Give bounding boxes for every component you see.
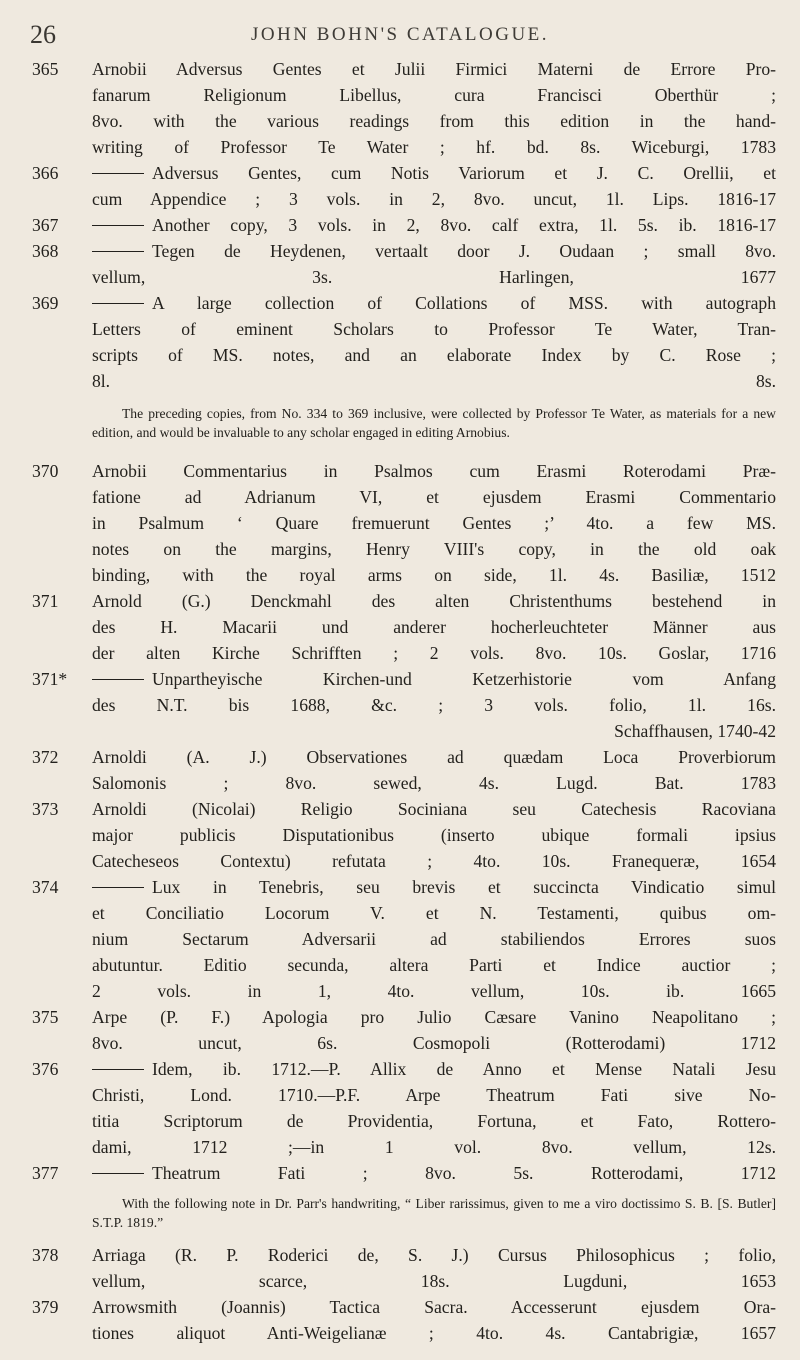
entry-line: Arnoldi (A. J.) Observationes ad quædam Loca Proverbiorum [92, 747, 776, 767]
entry-line: 8vo. with the various readings from this edition in the hand- [92, 111, 776, 131]
entry-number: 366 [32, 163, 59, 183]
catalogue-entry [32, 56, 776, 160]
entry-line: abutuntur. Editio secunda, altera Parti et Indice auctior ; [92, 955, 776, 975]
catalogue-entry [32, 1242, 776, 1294]
entry-line: fanarum Religionum Libellus, cura Francisci Oberthür ; [92, 85, 776, 105]
entry-number: 376 [32, 1059, 59, 1079]
ditto-dash [92, 887, 144, 888]
entry-line: titia Scriptorum de Providentia, Fortuna, et Fato, Rottero- [92, 1111, 776, 1131]
catalogue-entry [32, 588, 776, 666]
catalogue-entry [32, 1004, 776, 1056]
entry-line: major publicis Disputationibus (inserto ubique formali ipsius [92, 825, 776, 845]
entry-line: des N.T. bis 1688, &c. ; 3 vols. folio, 1l. 16s. [92, 695, 776, 715]
entry-number: 367 [32, 215, 59, 235]
page-header [30, 16, 770, 54]
entry-number: 374 [32, 877, 59, 897]
entry-line: Arnobii Commentarius in Psalmos cum Erasmi Roterodami Præ- [92, 461, 776, 481]
entry-number: 365 [32, 59, 59, 79]
entry-line: binding, with the royal arms on side, 1l. 4s. Basiliæ, 1512 [92, 565, 776, 585]
entry-line: nium Sectarum Adversarii ad stabiliendos Errores suos [92, 929, 776, 949]
entry-number: 375 [32, 1007, 59, 1027]
entry-line: Arnobii Adversus Gentes et Julii Firmici Materni de Errore Pro- [92, 59, 776, 79]
catalogue-entry [32, 212, 776, 238]
entry-line: Arnold (G.) Denckmahl des alten Christenthums bestehend in [92, 591, 776, 611]
ditto-dash [92, 251, 144, 252]
entry-line: Tegen de Heydenen, vertaalt door J. Oudaan ; small 8vo. [92, 238, 776, 264]
entry-line: Adversus Gentes, cum Notis Variorum et J. C. Orellii, et [92, 160, 776, 186]
entry-note: With the following note in Dr. Parr's handwriting, “ Liber rarissimus, given to me a viro doctissimo S. B. [S. Butler] S.T.P. 1819.” [92, 1196, 776, 1230]
entry-number: 368 [32, 241, 59, 261]
entry-line: der alten Kirche Schrifften ; 2 vols. 8vo. 10s. Goslar, 1716 [92, 643, 776, 663]
entry-line: cum Appendice ; 3 vols. in 2, 8vo. uncut, 1l. Lips. 1816-17 [92, 189, 776, 209]
ditto-dash [92, 1069, 144, 1070]
entry-line: Arrowsmith (Joannis) Tactica Sacra. Accesserunt ejusdem Ora- [92, 1297, 776, 1317]
entry-line: Unpartheyische Kirchen-und Ketzerhistorie vom Anfang [92, 666, 776, 692]
catalogue-entry [32, 666, 776, 744]
entry-line: Idem, ib. 1712.—P. Allix de Anno et Mense Natali Jesu [92, 1056, 776, 1082]
entry-number: 372 [32, 747, 59, 767]
entry-line: tiones aliquot Anti-Weigelianæ ; 4to. 4s. Cantabrigiæ, 1657 [92, 1323, 776, 1343]
page-number: 26 [30, 20, 56, 49]
entry-number: 371 [32, 591, 59, 611]
catalogue-body [32, 56, 776, 1346]
entry-line: Christi, Lond. 1710.—P.F. Arpe Theatrum Fati sive No- [92, 1085, 776, 1105]
catalogue-entry [32, 796, 776, 874]
entry-line: Another copy, 3 vols. in 2, 8vo. calf extra, 1l. 5s. ib. 1816-17 [92, 212, 776, 238]
entry-line: des H. Macarii und anderer hocherleuchteter Männer aus [92, 617, 776, 637]
entry-line: Arriaga (R. P. Roderici de, S. J.) Cursus Philosophicus ; folio, [92, 1245, 776, 1265]
entry-line: Arpe (P. F.) Apologia pro Julio Cæsare Vanino Neapolitano ; [92, 1007, 776, 1027]
entry-number: 371* [32, 669, 68, 689]
catalogue-entry [32, 290, 776, 394]
entry-number: 373 [32, 799, 59, 819]
entry-number: 378 [32, 1245, 59, 1265]
entry-line: 8l. 8s. [92, 371, 776, 391]
entry-number: 369 [32, 293, 59, 313]
entry-line: notes on the margins, Henry VIII's copy, in the old oak [92, 539, 776, 559]
catalogue-entry [32, 1294, 776, 1346]
entry-line: Schaffhausen, 1740-42 [614, 721, 776, 741]
entry-line: 8vo. uncut, 6s. Cosmopoli (Rotterodami) 1712 [92, 1033, 776, 1053]
entry-line: Lux in Tenebris, seu brevis et succincta Vindicatio simul [92, 874, 776, 900]
entry-line: in Psalmum ‘ Quare fremuerunt Gentes ;’ 4to. a few MS. [92, 513, 776, 533]
ditto-dash [92, 303, 144, 304]
entry-line: Salomonis ; 8vo. sewed, 4s. Lugd. Bat. 1783 [92, 773, 776, 793]
ditto-dash [92, 173, 144, 174]
entry-line: vellum, scarce, 18s. Lugduni, 1653 [92, 1271, 776, 1291]
entry-line: fatione ad Adrianum VI, et ejusdem Erasmi Commentario [92, 487, 776, 507]
catalogue-entry [32, 1056, 776, 1160]
catalogue-entry [32, 238, 776, 290]
catalogue-entry [32, 874, 776, 1004]
catalogue-entry [32, 744, 776, 796]
ditto-dash [92, 679, 144, 680]
entry-line: Theatrum Fati ; 8vo. 5s. Rotterodami, 1712 [92, 1160, 776, 1186]
entry-number: 379 [32, 1297, 59, 1317]
entry-line: Catecheseos Contextu) refutata ; 4to. 10s. Franequeræ, 1654 [92, 851, 776, 871]
entry-note: The preceding copies, from No. 334 to 369 inclusive, were collected by Professor Te Water, as materials for a new edition, and would be invaluable to any scholar engaged in editing Arnobius. [92, 406, 776, 440]
entry-line: A large collection of Collations of MSS. with autograph [92, 290, 776, 316]
ditto-dash [92, 1173, 144, 1174]
catalogue-entry [32, 458, 776, 588]
entry-line: vellum, 3s. Harlingen, 1677 [92, 267, 776, 287]
catalogue-entry [32, 160, 776, 212]
entry-line: writing of Professor Te Water ; hf. bd. 8s. Wiceburgi, 1783 [92, 137, 776, 157]
entry-line: scripts of MS. notes, and an elaborate Index by C. Rose ; [92, 345, 776, 365]
catalogue-entry [32, 1160, 776, 1186]
running-title: JOHN BOHN'S CATALOGUE. [250, 24, 550, 45]
entry-line: dami, 1712 ;—in 1 vol. 8vo. vellum, 12s. [92, 1137, 776, 1157]
entry-line: Letters of eminent Scholars to Professor Te Water, Tran- [92, 319, 776, 339]
entry-number: 377 [32, 1163, 59, 1183]
entry-number: 370 [32, 461, 59, 481]
entry-line: 2 vols. in 1, 4to. vellum, 10s. ib. 1665 [92, 981, 776, 1001]
entry-line: Arnoldi (Nicolai) Religio Sociniana seu Catechesis Racoviana [92, 799, 776, 819]
ditto-dash [92, 225, 144, 226]
entry-line: et Conciliatio Locorum V. et N. Testamenti, quibus om- [92, 903, 776, 923]
